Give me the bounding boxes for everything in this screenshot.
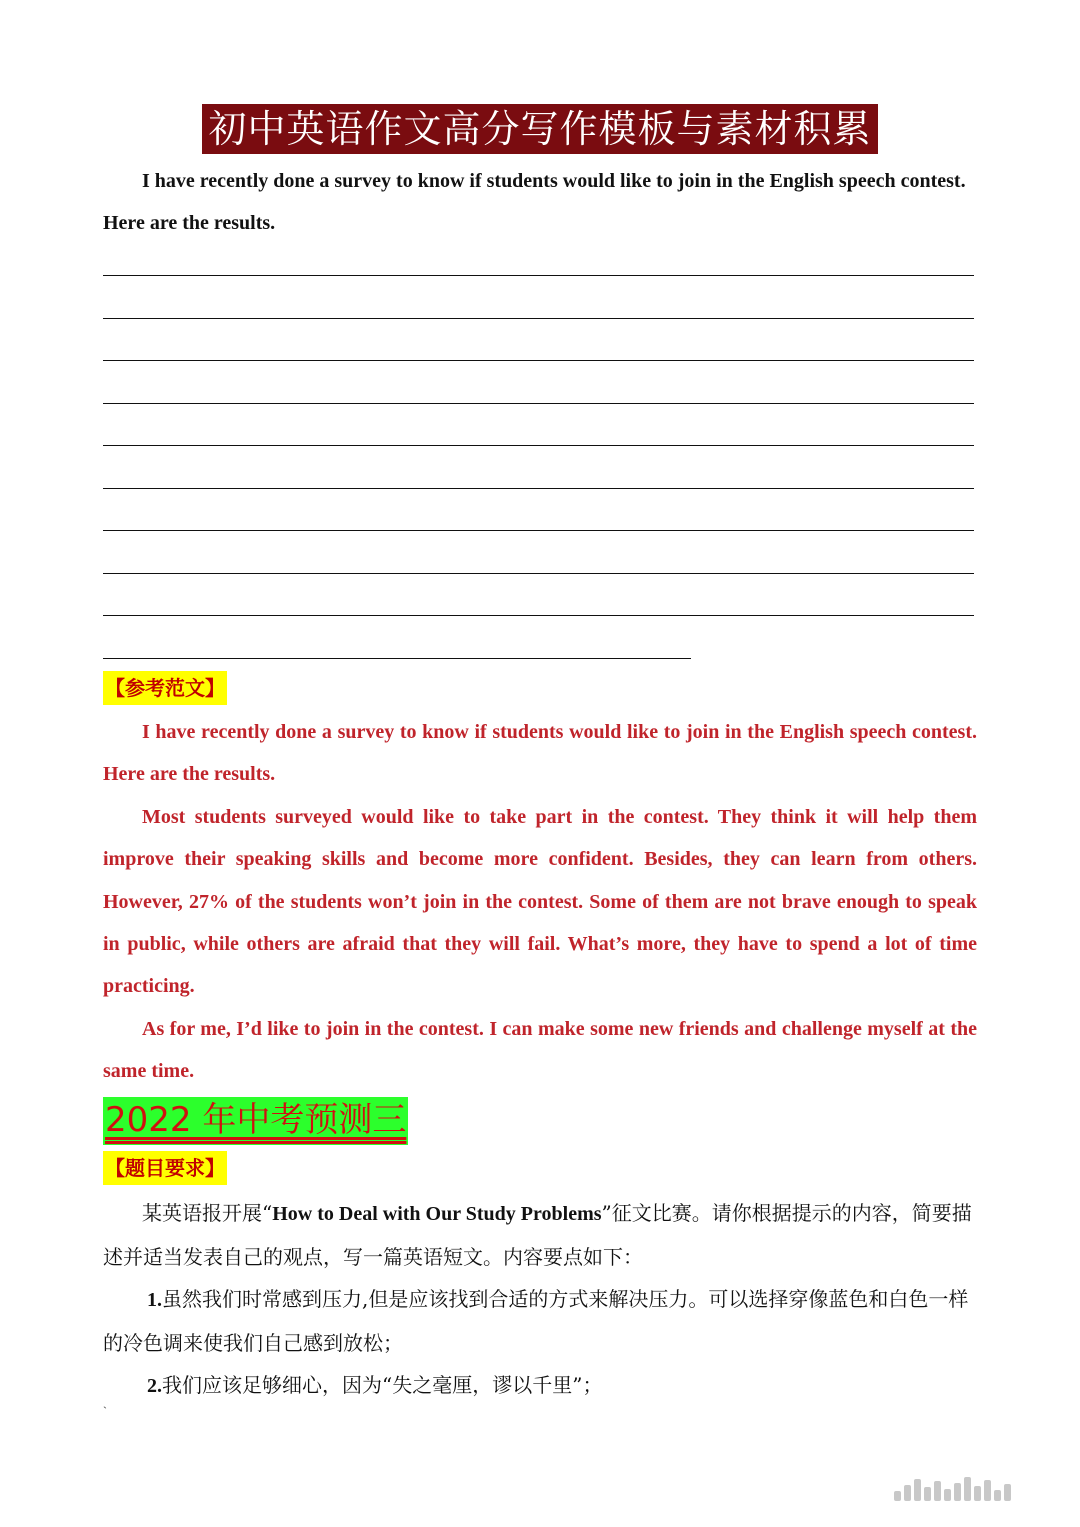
- intro-text: 某英语报开展“: [142, 1201, 273, 1225]
- task-intro: [103, 1192, 977, 1278]
- watermark-logo: [894, 1477, 1054, 1501]
- reference-essay: [103, 711, 977, 1093]
- task-requirements: [103, 1192, 977, 1408]
- writing-prompt: I have recently done a survey to know if students would like to join in the English speech contest. Here are the results.: [103, 170, 966, 234]
- point-text: 我们应该足够细心，因为“失之毫厘，谬以千里”；: [162, 1373, 603, 1397]
- essay-paragraph: Most students surveyed would like to take part in the contest. They think it will help them improve their speaking skills and become more confident. Besides, they can learn from others. However, 27% of the students won’t join in the contest. Some of them are not brave enough to speak in public, while others are afraid that they will fail. What’s more, they have to spend a lot of time practicing.: [103, 805, 977, 998]
- point-text: 虽然我们时常感到压力,但是应该找到合适的方式来解决压力。可以选择穿像蓝色和白色一样的冷色调来使我们自己感到放松；: [103, 1287, 969, 1355]
- task-point-2: [103, 1364, 977, 1408]
- essay-paragraph: As for me, I’d like to join in the contest. I can make some new friends and challenge myself at the same time.: [103, 1017, 977, 1083]
- point-number: 2.: [147, 1375, 162, 1397]
- stray-mark: `: [103, 1404, 107, 1418]
- answer-line: [103, 360, 974, 361]
- answer-line: [103, 658, 691, 659]
- requirements-tag: 【题目要求】: [103, 1151, 227, 1185]
- title-wrap: [0, 104, 1080, 154]
- section-title: 2022 年中考预测三: [103, 1097, 408, 1145]
- task-point-1: [103, 1278, 977, 1364]
- answer-line: [103, 488, 974, 489]
- point-number: 1.: [147, 1289, 162, 1311]
- answer-line: [103, 403, 974, 404]
- answer-line: [103, 318, 974, 319]
- answer-line: [103, 445, 974, 446]
- page-title: 初中英语作文高分写作模板与素材积累: [202, 104, 877, 154]
- reference-essay-tag: 【参考范文】: [103, 671, 227, 705]
- answer-line: [103, 530, 974, 531]
- answer-line: [103, 615, 974, 616]
- essay-paragraph: I have recently done a survey to know if students would like to join in the English speech contest. Here are the results.: [103, 721, 977, 786]
- answer-line: [103, 573, 974, 574]
- intro-text-rest: ”征文比赛。请你根据提示的内容，简要描述并适当发表自己的观点，写一篇英语短文。内容要点如下：: [103, 1201, 972, 1269]
- contest-theme: How to Deal with Our Study Problems: [272, 1203, 602, 1225]
- answer-line: [103, 275, 974, 276]
